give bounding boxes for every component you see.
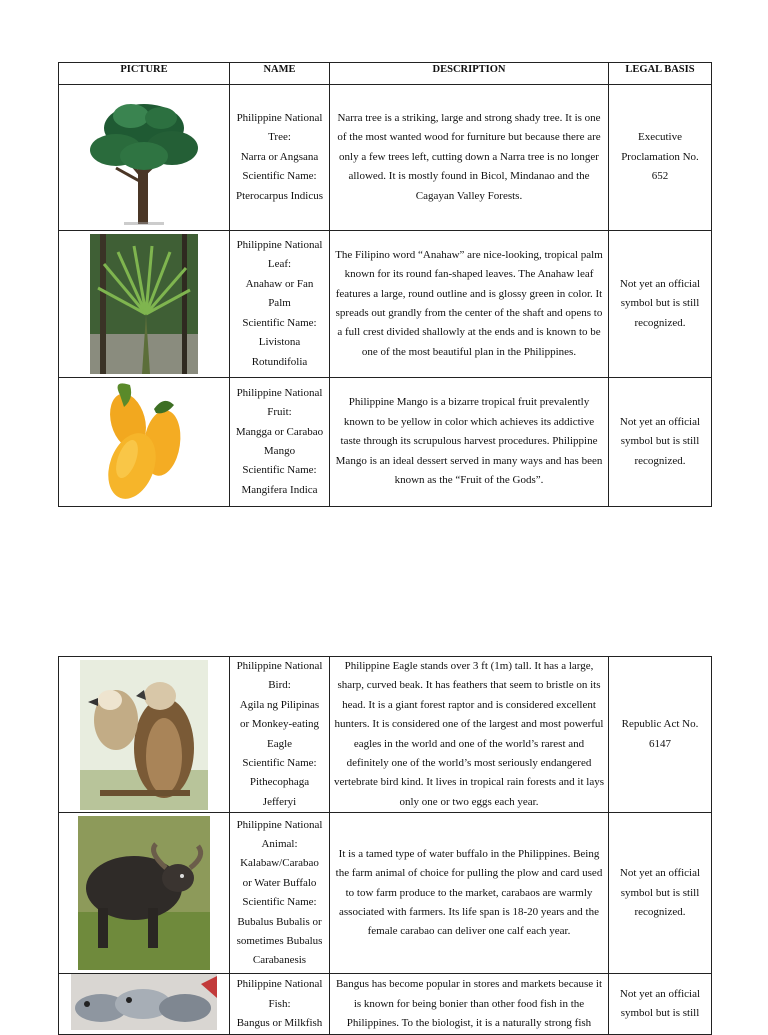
header-description: DESCRIPTION bbox=[330, 63, 609, 85]
table-row bbox=[59, 378, 712, 507]
narra-tree-image bbox=[86, 88, 202, 228]
legal-basis-cell: Not yet an official symbol but is still bbox=[609, 974, 712, 1035]
description-cell: Philippine Mango is a bizarre tropical fruit prevalently known to be yellow in color which achieves its addictive taste through its scrupulous harvest procedures. Philippine Mango is an ideal dessert served in many ways and has been known as the “Fruit of the Gods”. bbox=[330, 378, 609, 507]
picture-cell bbox=[59, 378, 230, 507]
legal-basis-cell: Republic Act No. 6147 bbox=[609, 657, 712, 813]
philippine-eagle-image bbox=[80, 660, 208, 810]
header-name: NAME bbox=[230, 63, 330, 85]
name-cell: Philippine National Fruit: Mangga or Carabao Mango Scientific Name: Mangifera Indica bbox=[230, 378, 330, 507]
header-picture: PICTURE bbox=[59, 63, 230, 85]
description-cell: Philippine Eagle stands over 3 ft (1m) tall. It has a large, sharp, curved beak. It has feathers that seem to bristle on its head. It is a giant forest raptor and is considered excellent hunters. It is considered one of the largest and most powerful eagles in the world and one of the world’s rarest and definitely one of the world’s most seriously endangered vertebrate bird kind. It lives in tropical rain forests and it lays only one or two eggs each year. bbox=[330, 657, 609, 813]
table-row bbox=[59, 85, 712, 231]
name-cell: Philippine National Leaf: Anahaw or Fan Palm Scientific Name: Livistona Rotundifolia bbox=[230, 231, 330, 378]
name-cell: Philippine National Animal: Kalabaw/Carabao or Water Buffalo Scientific Name: Bubalus Bubalis or sometimes Bubalus Carabanesis bbox=[230, 813, 330, 974]
picture-cell bbox=[59, 657, 230, 813]
description-cell: Narra tree is a striking, large and strong shady tree. It is one of the most wanted wood for furniture but because there are only a few trees left, cutting down a Narra tree is no longer allowed. It is mostly found in Bicol, Mindanao and the Cagayan Valley Forests. bbox=[330, 85, 609, 231]
symbols-table-page-1 bbox=[58, 62, 712, 507]
name-cell: Philippine National Fish: Bangus or Milkfish bbox=[230, 974, 330, 1035]
picture-cell bbox=[59, 813, 230, 974]
bangus-fish-image bbox=[71, 974, 217, 1030]
table-header-row bbox=[59, 63, 712, 85]
description-cell: Bangus has become popular in stores and markets because it is known for being bonier than other food fish in the Philippines. To the biologist, it is a naturally strong fish bbox=[330, 974, 609, 1035]
header-legal-basis: LEGAL BASIS bbox=[609, 63, 712, 85]
name-cell: Philippine National Tree: Narra or Angsana Scientific Name: Pterocarpus Indicus bbox=[230, 85, 330, 231]
picture-cell bbox=[59, 231, 230, 378]
legal-basis-cell: Not yet an official symbol but is still recognized. bbox=[609, 813, 712, 974]
legal-basis-cell: Not yet an official symbol but is still recognized. bbox=[609, 231, 712, 378]
table-row bbox=[59, 813, 712, 974]
legal-basis-cell: Executive Proclamation No. 652 bbox=[609, 85, 712, 231]
table-row bbox=[59, 974, 712, 1035]
table-row bbox=[59, 231, 712, 378]
picture-cell bbox=[59, 85, 230, 231]
description-cell: The Filipino word “Anahaw” are nice-looking, tropical palm known for its round fan-shaped leaves. The Anahaw leaf features a large, round outline and is glossy green in color. It spreads out grandly from the center of the shaft and opens to a full crest divided shallowly at the ends and is known to be one of the most beautiful plan in the Philippines. bbox=[330, 231, 609, 378]
description-cell: It is a tamed type of water buffalo in the Philippines. Being the farm animal of choice for pulling the plow and card used to tow farm produce to the market, carabaos are warmly associated with farmers. Its life span is 18-20 years and the female carabao can deliver one calf each year. bbox=[330, 813, 609, 974]
picture-cell bbox=[59, 974, 230, 1035]
anahaw-palm-image bbox=[90, 234, 198, 374]
name-cell: Philippine National Bird: Agila ng Pilipinas or Monkey-eating Eagle Scientific Name: Pithecophaga Jefferyi bbox=[230, 657, 330, 813]
carabao-image bbox=[78, 816, 210, 970]
table-row bbox=[59, 657, 712, 813]
mango-image bbox=[94, 381, 194, 503]
symbols-table-page-2 bbox=[58, 656, 712, 1035]
legal-basis-cell: Not yet an official symbol but is still recognized. bbox=[609, 378, 712, 507]
